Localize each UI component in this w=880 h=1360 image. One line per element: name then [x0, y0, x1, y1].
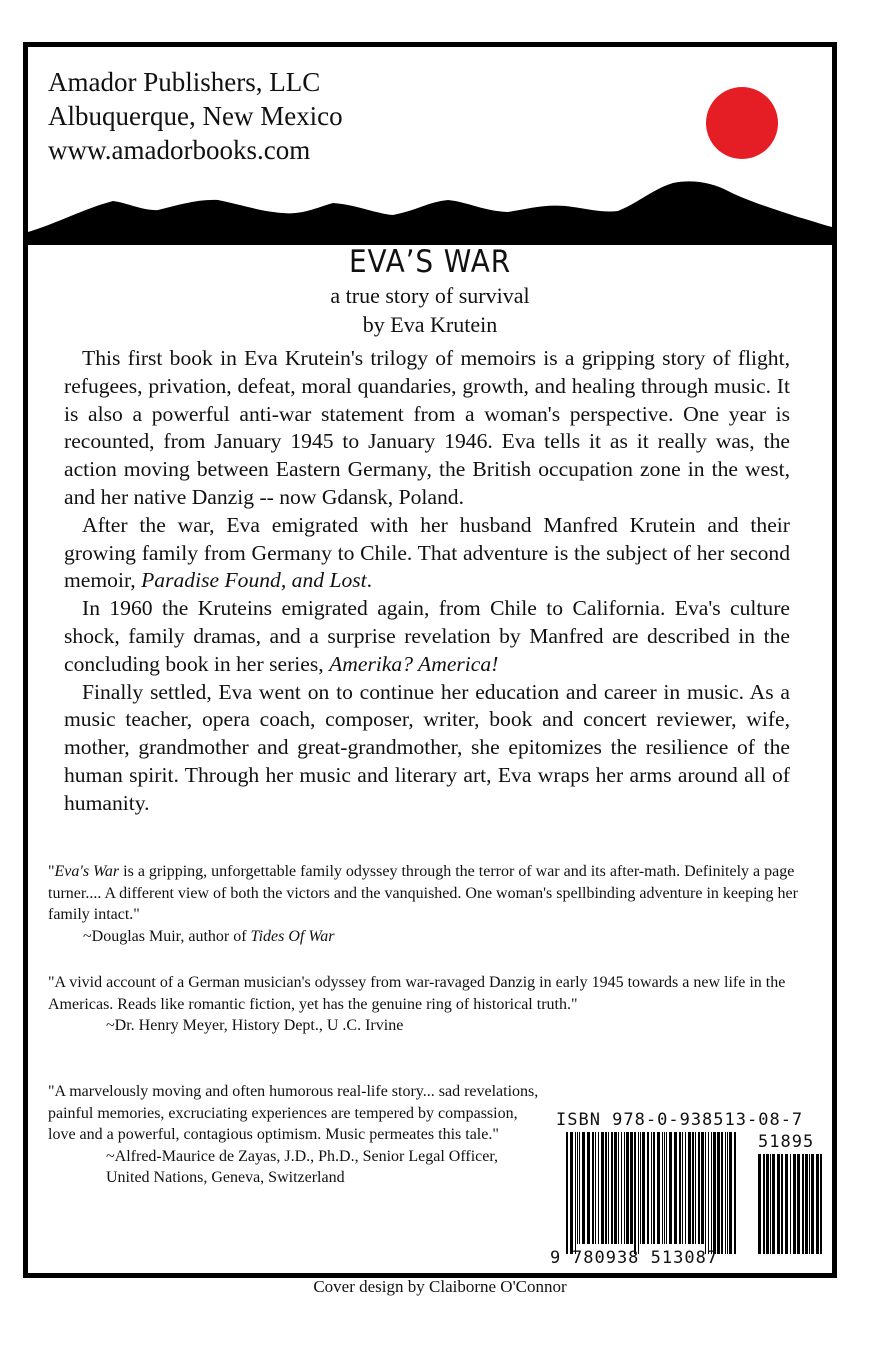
- barcode-bar: [674, 1132, 677, 1244]
- barcode-bar: [611, 1132, 613, 1244]
- barcode-bar: [717, 1132, 720, 1254]
- barcode-bar: [811, 1154, 814, 1254]
- barcode-digits: 780938 513087: [572, 1248, 719, 1268]
- barcode-bar: [601, 1132, 604, 1244]
- barcode-bar: [647, 1132, 649, 1244]
- barcode-bar: [805, 1154, 808, 1254]
- book-title: EVA’S WAR: [348, 244, 512, 280]
- barcode-bar: [579, 1132, 580, 1244]
- review-quote: "A marvelously moving and often humorous real-life story... sad revelations, painful memories, excruciating experiences are tempered by compassion, love and a powerful, contagious optimism. Music permeates this tale." ~Alfred-Maurice de Zayas, J.D., Ph.D., Senior Legal Officer, United Nations, Geneva, Switzerland: [48, 1081, 543, 1189]
- review-quote: "A vivid account of a German musician's odyssey from war-ravaged Danzig in early 1945 towards a new life in the Americas. Reads like romantic fiction, yet has the genuine ring of historical truth." ~Dr. Henry Meyer, History Dept., U .C. Irvine: [48, 972, 798, 1037]
- barcode-bar: [642, 1132, 645, 1244]
- description-paragraph: After the war, Eva emigrated with her husband Manfred Krutein and their growing family from Germany to Chile. That adventure is the subject of her second memoir, Paradise Found, and Lost.: [64, 512, 790, 593]
- barcode-bar: [624, 1132, 625, 1244]
- barcode-bar: [657, 1132, 660, 1244]
- isbn-barcode: [548, 1110, 828, 1268]
- barcode-bar: [711, 1132, 712, 1254]
- barcode-bar: [725, 1132, 726, 1254]
- barcode-bar: [816, 1154, 819, 1254]
- barcode-bar: [575, 1132, 576, 1254]
- description-paragraph: This first book in Eva Krutein's trilogy of memoirs is a gripping story of flight, refugees, privation, defeat, moral quandaries, growth, and healing through music. It is also a powerful anti-war statement from a woman's perspective. One year is recounted, from January 1945 to January 1946. Eva tells it as it really was, the action moving between Eastern Germany, the British occupation zone in the west, and her native Danzig -- now Gdansk, Poland.: [64, 346, 790, 509]
- barcode-bar: [598, 1132, 599, 1244]
- barcode-bar: [582, 1132, 585, 1244]
- barcode-bar: [790, 1154, 791, 1254]
- title-block: [28, 243, 832, 339]
- red-sun-icon: [706, 87, 778, 159]
- back-cover-frame: [23, 42, 837, 1278]
- price-code: 51895: [758, 1132, 815, 1152]
- barcode-bar: [664, 1132, 665, 1244]
- price-barcode-icon: [758, 1154, 824, 1254]
- barcode-bar: [705, 1132, 706, 1254]
- barcode-bar: [695, 1132, 696, 1244]
- barcode-bar: [621, 1132, 622, 1244]
- ean-barcode-icon: [566, 1132, 738, 1254]
- barcode-bar: [770, 1154, 771, 1254]
- barcode-bar: [766, 1154, 769, 1254]
- barcode-bar: [566, 1132, 568, 1254]
- cover-design-credit: Cover design by Claiborne O'Connor: [313, 1277, 567, 1296]
- quote-attribution: ~Alfred-Maurice de Zayas, J.D., Ph.D., Senior Legal Officer, United Nations, Geneva, Switzerland: [106, 1147, 499, 1186]
- barcode-bar: [653, 1132, 655, 1244]
- quote-attribution: ~Dr. Henry Meyer, History Dept., U .C. Irvine: [106, 1017, 404, 1034]
- barcode-bar: [809, 1154, 810, 1254]
- barcode-bar: [626, 1132, 629, 1244]
- barcode-bar: [758, 1154, 761, 1254]
- barcode-bar: [666, 1132, 667, 1244]
- publisher-website: www.amadorbooks.com: [48, 135, 311, 165]
- review-quote: "Eva's War is a gripping, unforgettable family odyssey through the terror of war and its after-math. Definitely a page turner.... A different view of both the victors and the vanquished. One woman's spellbinding adventure in keeping her family intact." ~Douglas Muir, author of Tides Of War: [48, 861, 798, 947]
- barcode-bar: [587, 1132, 590, 1244]
- barcode-bar: [688, 1132, 691, 1244]
- quote-attribution: ~Douglas Muir, author of Tides Of War: [83, 927, 335, 945]
- description-paragraph: Finally settled, Eva went on to continue her education and career in music. As a music teacher, opera coach, composer, writer, book and concert reviewer, wife, mother, grandmother and great-grandmother, she epitomizes the resilience of the human spirit. Through her music and literary art, Eva wraps her arms around all of humanity.: [64, 679, 790, 815]
- description-paragraph: In 1960 the Kruteins emigrated again, from Chile to California. Eva's culture shock, family dramas, and a surprise revelation by Manfred are described in the concluding book in her series, Amerika? America!: [64, 596, 790, 676]
- barcode-bar: [734, 1132, 736, 1254]
- barcode-bar: [721, 1132, 723, 1254]
- barcode-bar: [727, 1132, 728, 1254]
- barcode-bar: [577, 1132, 578, 1244]
- barcode-bar: [772, 1154, 775, 1254]
- barcode-bar: [785, 1154, 788, 1254]
- memoir-title: Paradise Found, and Lost: [141, 568, 367, 593]
- barcode-bar: [781, 1154, 783, 1254]
- barcode-bar: [614, 1132, 617, 1244]
- barcode-bar: [701, 1132, 704, 1244]
- barcode-bar: [630, 1132, 633, 1244]
- barcode-bar: [685, 1132, 686, 1244]
- barcode-bar: [605, 1132, 607, 1244]
- barcode-bar: [662, 1132, 663, 1244]
- barcode-bar: [651, 1132, 652, 1244]
- barcode-bar: [763, 1154, 765, 1254]
- book-byline: by Eva Krutein: [362, 312, 498, 337]
- barcode-bar: [669, 1132, 672, 1244]
- mountain-silhouette-icon: [28, 165, 832, 245]
- barcode-bar: [698, 1132, 700, 1244]
- barcode-bar: [682, 1132, 683, 1244]
- publisher-info: [48, 65, 343, 167]
- barcode-bar: [638, 1132, 639, 1254]
- barcode-bar: [595, 1132, 596, 1244]
- barcode-bar: [793, 1154, 796, 1254]
- barcode-bar: [570, 1132, 573, 1254]
- book-subtitle: a true story of survival: [330, 283, 530, 308]
- barcode-bar: [777, 1154, 780, 1254]
- barcode-bar: [802, 1154, 804, 1254]
- barcode-bar: [679, 1132, 681, 1244]
- isbn-label: ISBN 978-0-938513-08-7: [556, 1110, 804, 1130]
- barcode-bar: [797, 1154, 800, 1254]
- barcode-bar: [708, 1132, 709, 1254]
- barcode-bar: [608, 1132, 609, 1244]
- book-description: [64, 345, 790, 818]
- publisher-location: Albuquerque, New Mexico: [48, 101, 343, 131]
- barcode-bar: [713, 1132, 716, 1254]
- barcode-bar: [634, 1132, 636, 1254]
- memoir-title: Amerika? America!: [329, 651, 499, 676]
- barcode-bar: [640, 1132, 641, 1244]
- barcode-bar: [592, 1132, 594, 1244]
- barcode-bar: [692, 1132, 694, 1244]
- barcode-bar: [729, 1132, 732, 1254]
- barcode-lead-digit: 9: [550, 1248, 562, 1268]
- barcode-bar: [618, 1132, 619, 1244]
- publisher-name: Amador Publishers, LLC: [48, 67, 321, 97]
- barcode-bar: [820, 1154, 822, 1254]
